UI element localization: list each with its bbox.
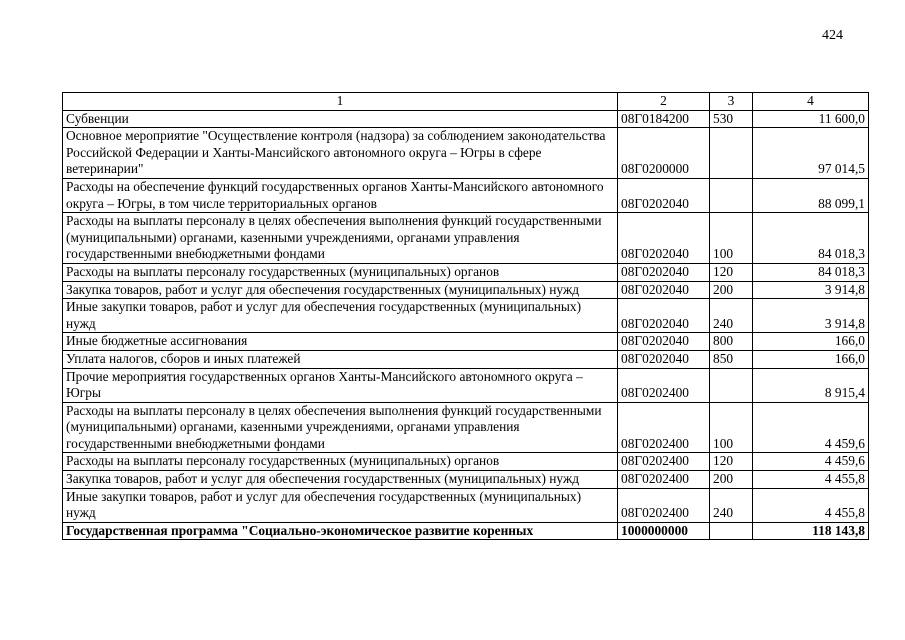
table-row xyxy=(63,453,869,471)
header-col-3: 3 xyxy=(710,93,753,111)
row-target-code: 08Г0202400 xyxy=(618,453,710,471)
header-col-4: 4 xyxy=(753,93,869,111)
row-amount: 84 018,3 xyxy=(753,213,869,264)
page-number: 424 xyxy=(822,28,843,43)
row-description: Основное мероприятие "Осуществление контроля (надзора) за соблюдением законодательства Российской Федерации и Ханты-Мансийского автономного округа – Югры в сфере ветеринарии" xyxy=(63,128,618,179)
row-amount: 88 099,1 xyxy=(753,178,869,212)
row-description: Уплата налогов, сборов и иных платежей xyxy=(63,350,618,368)
table-row xyxy=(63,281,869,299)
row-amount: 97 014,5 xyxy=(753,128,869,179)
row-expense-type xyxy=(710,128,753,179)
row-target-code: 08Г0202400 xyxy=(618,471,710,489)
row-expense-type: 240 xyxy=(710,299,753,333)
row-amount: 166,0 xyxy=(753,350,869,368)
row-expense-type: 240 xyxy=(710,488,753,522)
row-expense-type xyxy=(710,368,753,402)
row-target-code: 08Г0202400 xyxy=(618,402,710,453)
header-col-2: 2 xyxy=(618,93,710,111)
row-expense-type: 530 xyxy=(710,110,753,128)
table-body xyxy=(63,110,869,540)
row-amount: 4 455,8 xyxy=(753,488,869,522)
header-col-1: 1 xyxy=(63,93,618,111)
table-row xyxy=(63,402,869,453)
table-row xyxy=(63,128,869,179)
row-expense-type: 200 xyxy=(710,471,753,489)
table-row xyxy=(63,350,869,368)
row-expense-type: 100 xyxy=(710,402,753,453)
row-amount: 118 143,8 xyxy=(753,522,869,540)
row-target-code: 08Г0202040 xyxy=(618,213,710,264)
row-target-code: 08Г0200000 xyxy=(618,128,710,179)
row-description: Расходы на выплаты персоналу государственных (муниципальных) органов xyxy=(63,263,618,281)
header-row xyxy=(63,93,869,111)
row-description: Прочие мероприятия государственных органов Ханты-Мансийского автономного округа – Югры xyxy=(63,368,618,402)
row-amount: 8 915,4 xyxy=(753,368,869,402)
table-row xyxy=(63,110,869,128)
row-target-code: 08Г0202040 xyxy=(618,299,710,333)
row-expense-type xyxy=(710,522,753,540)
row-amount: 11 600,0 xyxy=(753,110,869,128)
table-row xyxy=(63,368,869,402)
row-description: Иные бюджетные ассигнования xyxy=(63,333,618,351)
row-expense-type: 100 xyxy=(710,213,753,264)
row-description: Расходы на обеспечение функций государственных органов Ханты-Мансийского автономного округа – Югры, в том числе территориальных органов xyxy=(63,178,618,212)
row-amount: 84 018,3 xyxy=(753,263,869,281)
row-amount: 3 914,8 xyxy=(753,299,869,333)
table-header xyxy=(63,93,869,111)
row-expense-type: 200 xyxy=(710,281,753,299)
row-amount: 166,0 xyxy=(753,333,869,351)
table-row xyxy=(63,213,869,264)
row-target-code: 1000000000 xyxy=(618,522,710,540)
row-target-code: 08Г0202040 xyxy=(618,333,710,351)
row-description: Иные закупки товаров, работ и услуг для обеспечения государственных (муниципальных) нужд xyxy=(63,299,618,333)
row-description: Иные закупки товаров, работ и услуг для обеспечения государственных (муниципальных) нужд xyxy=(63,488,618,522)
row-description: Закупка товаров, работ и услуг для обеспечения государственных (муниципальных) нужд xyxy=(63,281,618,299)
table-row xyxy=(63,178,869,212)
row-target-code: 08Г0202400 xyxy=(618,368,710,402)
row-target-code: 08Г0202040 xyxy=(618,178,710,212)
row-description: Государственная программа "Социально-экономическое развитие коренных xyxy=(63,522,618,540)
row-expense-type xyxy=(710,178,753,212)
row-amount: 4 455,8 xyxy=(753,471,869,489)
table-row xyxy=(63,299,869,333)
row-description: Расходы на выплаты персоналу в целях обеспечения выполнения функций государственными (муниципальными) органами, казенными учреждениями, органами управления государственными внебюджетными фондами xyxy=(63,402,618,453)
row-target-code: 08Г0202400 xyxy=(618,488,710,522)
row-amount: 4 459,6 xyxy=(753,453,869,471)
row-expense-type: 800 xyxy=(710,333,753,351)
row-description: Закупка товаров, работ и услуг для обеспечения государственных (муниципальных) нужд xyxy=(63,471,618,489)
row-target-code: 08Г0202040 xyxy=(618,350,710,368)
budget-table xyxy=(62,92,869,540)
table-row xyxy=(63,263,869,281)
row-expense-type: 120 xyxy=(710,263,753,281)
row-target-code: 08Г0202040 xyxy=(618,281,710,299)
row-expense-type: 850 xyxy=(710,350,753,368)
table-row xyxy=(63,488,869,522)
row-target-code: 08Г0202040 xyxy=(618,263,710,281)
table-row xyxy=(63,333,869,351)
row-amount: 4 459,6 xyxy=(753,402,869,453)
row-description: Расходы на выплаты персоналу государственных (муниципальных) органов xyxy=(63,453,618,471)
table-row xyxy=(63,471,869,489)
row-description: Субвенции xyxy=(63,110,618,128)
row-expense-type: 120 xyxy=(710,453,753,471)
row-amount: 3 914,8 xyxy=(753,281,869,299)
row-description: Расходы на выплаты персоналу в целях обеспечения выполнения функций государственными (муниципальными) органами, казенными учреждениями, органами управления государственными внебюджетными фондами xyxy=(63,213,618,264)
table-row xyxy=(63,522,869,540)
row-target-code: 08Г0184200 xyxy=(618,110,710,128)
